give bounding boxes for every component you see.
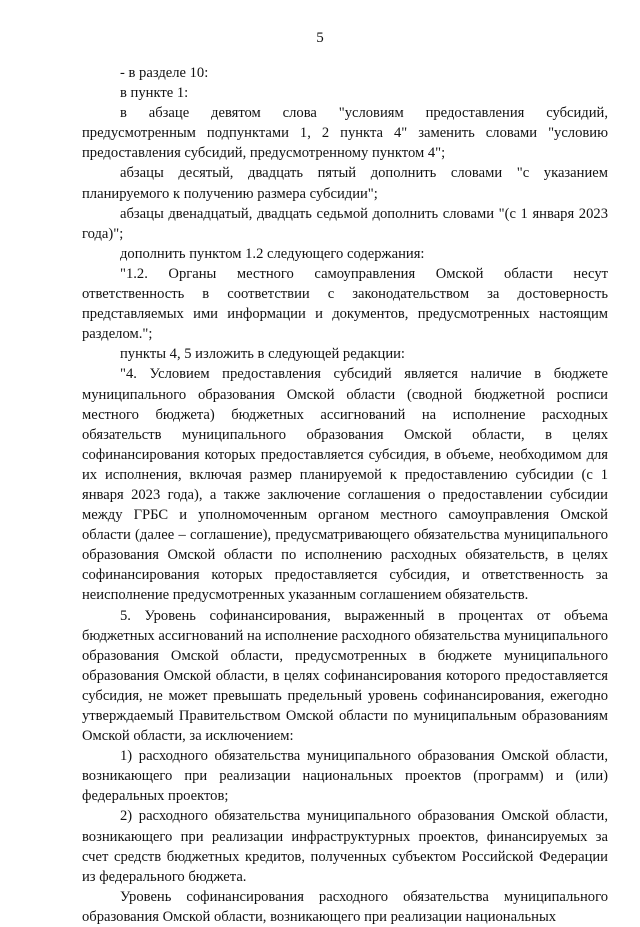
paragraph: абзацы двенадцатый, двадцать седьмой дополнить словами "(с 1 января 2023 года)"; bbox=[82, 205, 608, 242]
paragraph: Уровень софинансирования расходного обязательства муниципального образования Омской области, возникающего при реализации национальных bbox=[82, 888, 608, 925]
paragraph: пункты 4, 5 изложить в следующей редакции: bbox=[120, 346, 405, 363]
paragraph: "1.2. Органы местного самоуправления Омской области несут ответственность в соответствии с законодательством за достоверность представляемых ими информации и документов, предусмотренных настоящим разделом."; bbox=[82, 265, 608, 343]
document-body bbox=[82, 63, 608, 927]
paragraph: 1) расходного обязательства муниципального образования Омской области, возникающего при реализации национальных проектов (программ) и (или) федеральных проектов; bbox=[82, 748, 608, 805]
paragraph: "4. Условием предоставления субсидий является наличие в бюджете муниципального образования Омской области (сводной бюджетной росписи местного бюджета) бюджетных ассигнований на исполнение расходных обязательств муниципального образования Омской области, в целях софинансирования которых предоставляется субсидия, в объеме, необходимом для их исполнения, включая размер планируемой к предоставлению субсидии (с 1 января 2023 года), а также заключение соглашения о предоставлении субсидии между ГРБС и уполномоченным органом местного самоуправления Омской области (далее – соглашение), предусматривающего обязательства муниципального образования Омской области по исполнению расходных обязательств, в целях софинансирования которых предоставляется субсидия, и ответственность за неисполнение предусмотренных указанным соглашением обязательств. bbox=[82, 366, 608, 604]
paragraph: в пункте 1: bbox=[120, 85, 189, 102]
paragraph: в абзаце девятом слова "условиям предоставления субсидий, предусмотренным подпунктами 1, 2 пункта 4" заменить словами "условию предоставления субсидий, предусмотренному пунктом 4"; bbox=[82, 105, 608, 162]
paragraph: - в разделе 10: bbox=[120, 65, 209, 81]
paragraph: 2) расходного обязательства муниципального образования Омской области, возникающего при реализации инфраструктурных проектов, финансируемых за счет средств бюджетных кредитов, полученных субъектом Российской Федерации из федерального бюджета. bbox=[82, 808, 608, 885]
paragraph: 5. Уровень софинансирования, выраженный в процентах от объема бюджетных ассигнований на исполнение расходного обязательства муниципального образования Омской области, предусмотренных в бюджете муниципального образования Омской области, в целях софинансирования которого предоставляется субсидия, не может превышать предельный уровень софинансирования, ежегодно утверждаемый Правительством Омской области по муниципальным образованиям Омской области, за исключением: bbox=[82, 607, 608, 745]
paragraph: дополнить пунктом 1.2 следующего содержания: bbox=[120, 245, 425, 262]
page-number: 5 bbox=[316, 30, 324, 46]
paragraph: абзацы десятый, двадцать пятый дополнить словами "с указанием планируемого к получению размера субсидии"; bbox=[82, 165, 608, 202]
